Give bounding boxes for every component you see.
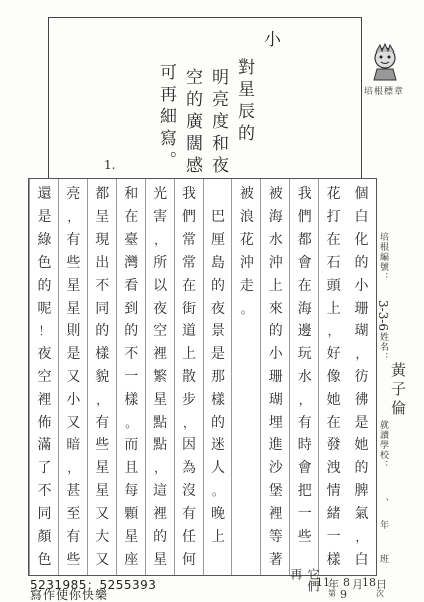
note-b: 年 [328, 578, 339, 591]
label-school: 就讀學校： [378, 420, 388, 470]
grid-cell: 的 [268, 323, 283, 340]
teacher-comment-box [48, 17, 362, 179]
grid-cell: 上 [210, 528, 225, 545]
grid-cell: 同 [95, 300, 110, 317]
grid-cell: 時 [297, 437, 312, 454]
grid-cell: 至 [66, 505, 81, 522]
footer-slogan: 寫作使你快樂 [30, 588, 109, 602]
grid-cell: 瑚 [268, 391, 283, 408]
grid-column [174, 179, 204, 575]
grid-cell: 街 [182, 300, 197, 317]
label-name: 姓名： [378, 332, 388, 362]
grid-cell: 迷 [210, 437, 225, 454]
note-f: 18 [362, 576, 376, 589]
grid-cell: 顏 [37, 528, 52, 545]
grid-cell: 星 [124, 528, 139, 545]
grid-cell: 走 [239, 277, 254, 294]
grid-cell: 。 [211, 484, 224, 499]
grid-cell: 裡 [153, 346, 168, 363]
grid-cell: 裡 [268, 505, 283, 522]
grid-cell: ， [154, 461, 167, 476]
grid-cell: 沖 [268, 254, 283, 271]
grid-cell: 晚 [210, 505, 225, 522]
grid-cell: ， [355, 529, 368, 544]
grid-cell: 的 [124, 323, 139, 340]
label-grade: 年 [378, 520, 388, 530]
grid-cell: 裡 [153, 505, 168, 522]
grid-cell: 的 [210, 277, 225, 294]
grid-cell: 有 [182, 505, 197, 522]
grid-cell: 了 [37, 460, 52, 477]
grid-cell: 在 [124, 209, 139, 226]
grid-cell: 又 [66, 414, 81, 431]
grid-cell [235, 480, 258, 503]
grid-cell: 在 [326, 414, 341, 431]
grid-cell: 且 [124, 460, 139, 477]
grid-cell: 花 [239, 232, 254, 249]
grid-cell: 常 [182, 254, 197, 271]
grid-cell: 夜 [210, 300, 225, 317]
grid-cell: 步 [182, 391, 197, 408]
grid-cell: 則 [66, 323, 81, 340]
grid-cell: 小 [268, 346, 283, 363]
grid-cell: 臺 [124, 232, 139, 249]
grid-cell: 樣 [210, 391, 225, 408]
grid-cell: 是 [210, 346, 225, 363]
grid-cell: 同 [37, 505, 52, 522]
grid-cell: ， [327, 324, 340, 339]
grid-cell: 玩 [297, 346, 312, 363]
grid-cell: 不 [37, 483, 52, 500]
grid-cell: 沙 [268, 460, 283, 477]
grid-cell: 出 [95, 254, 110, 271]
grid-cell: 邊 [297, 323, 312, 340]
grid-cell: 繁 [153, 368, 168, 385]
grid-cell: 夜 [153, 300, 168, 317]
page-number: 9 [340, 588, 347, 601]
grid-cell: 們 [297, 209, 312, 226]
grid-cell: 座 [124, 551, 139, 568]
grid-cell [235, 548, 258, 571]
grid-cell: 景 [210, 323, 225, 340]
grid-cell: 在 [326, 232, 341, 249]
grid-cell [235, 525, 258, 548]
grid-cell: 被 [268, 186, 283, 203]
grid-cell: 個 [354, 186, 369, 203]
grid-column [347, 179, 376, 575]
grid-cell: ， [298, 392, 311, 407]
grid-cell: 每 [124, 483, 139, 500]
grid-cell: 來 [268, 300, 283, 317]
grid-cell: ， [183, 415, 196, 430]
grid-cell: 綠 [37, 232, 52, 249]
grid-cell: 氣 [354, 505, 369, 522]
grid-cell: 小 [354, 277, 369, 294]
grid-cell: 的 [210, 414, 225, 431]
grid-cell: 空 [153, 323, 168, 340]
grid-cell: 這 [153, 483, 168, 500]
grid-cell: 又 [66, 368, 81, 385]
grid-cell: 洩 [326, 460, 341, 477]
grid-cell: 一 [326, 528, 341, 545]
grid-cell [235, 388, 258, 411]
grid-cell: 的 [354, 254, 369, 271]
grid-cell: 散 [182, 368, 197, 385]
grid-cell: 為 [182, 460, 197, 477]
grid-cell: 灣 [124, 254, 139, 271]
grid-cell: 像 [326, 368, 341, 385]
note-a: 11 [316, 576, 330, 589]
grid-cell: 有 [66, 528, 81, 545]
grid-cell [235, 457, 258, 480]
grid-cell: 瑚 [354, 323, 369, 340]
grid-cell: 被 [239, 186, 254, 203]
grid-cell: 都 [95, 186, 110, 203]
margin-note: 它們再 [289, 568, 320, 592]
grid-cell: 因 [182, 437, 197, 454]
grid-cell: 不 [124, 346, 139, 363]
grid-cell: 頭 [326, 277, 341, 294]
grid-cell: 她 [354, 437, 369, 454]
grid-cell: 還 [37, 186, 52, 203]
grid-cell: 點 [153, 437, 168, 454]
grid-cell: 滿 [37, 437, 52, 454]
grid-cell: 道 [182, 323, 197, 340]
grid-cell: 大 [95, 528, 110, 545]
grid-cell: 發 [326, 437, 341, 454]
grid-column [260, 179, 290, 575]
grid-cell: 亮 [66, 186, 81, 203]
grid-cell: 堡 [268, 483, 283, 500]
grid-column [145, 179, 175, 575]
grid-cell: ！ [38, 324, 51, 339]
note-h: 次 [376, 589, 384, 598]
grid-cell: 貌 [95, 368, 110, 385]
grid-cell: 星 [95, 483, 110, 500]
grid-cell [235, 320, 258, 343]
grid-cell: 些 [66, 551, 81, 568]
grid-cell: 任 [182, 528, 197, 545]
grid-cell: 些 [95, 437, 110, 454]
grid-cell: 珊 [268, 368, 283, 385]
grid-cell: 樣 [95, 346, 110, 363]
grid-cell: 呢 [37, 300, 52, 317]
grid-cell: 色 [37, 551, 52, 568]
manuscript-grid [28, 178, 377, 576]
grid-cell: 不 [95, 277, 110, 294]
grid-cell: 在 [182, 277, 197, 294]
grid-cell: ， [67, 461, 80, 476]
grid-cell: 在 [297, 277, 312, 294]
grid-cell: 星 [66, 300, 81, 317]
grid-cell: 星 [153, 551, 168, 568]
grid-cell: 情 [326, 483, 341, 500]
grid-column [116, 179, 146, 575]
grid-cell: 以 [153, 277, 168, 294]
grid-cell: 又 [95, 505, 110, 522]
grid-cell: 海 [297, 300, 312, 317]
grid-cell: 埋 [268, 414, 283, 431]
grid-cell [235, 434, 258, 457]
grid-cell: 甚 [66, 483, 81, 500]
stamp-caption: 培根標章 [364, 87, 405, 97]
label-id: 培根編號： [378, 232, 388, 282]
grid-cell: 到 [124, 300, 139, 317]
grid-cell: 打 [326, 209, 341, 226]
grid-cell: 都 [297, 232, 312, 249]
grid-cell [207, 548, 230, 571]
comment-column-2: 對星辰的 [234, 58, 254, 146]
grid-cell: 進 [268, 437, 283, 454]
grid-cell: 會 [297, 254, 312, 271]
grid-column [58, 179, 88, 575]
grid-cell: 樣 [326, 551, 341, 568]
grid-cell: 的 [95, 323, 110, 340]
footer-codes: 5231985：5255393 [30, 578, 157, 592]
grid-column [231, 179, 261, 575]
grid-cell: 巴 [210, 209, 225, 226]
grid-cell: 把 [297, 483, 312, 500]
grid-cell: 和 [124, 186, 139, 203]
grid-cell: 的 [37, 277, 52, 294]
grid-cell: 沖 [239, 254, 254, 271]
handwritten-name: 黃子倫 [389, 362, 407, 419]
grid-cell: 佈 [37, 414, 52, 431]
comment-column-1: 小 [260, 30, 280, 52]
grid-cell: 的 [153, 528, 168, 545]
grid-cell: 白 [354, 209, 369, 226]
grid-cell: 那 [210, 368, 225, 385]
grid-cell: 厘 [210, 232, 225, 249]
grid-cell: ， [67, 210, 80, 225]
grid-cell: 珊 [354, 300, 369, 317]
note-d: 8 [343, 576, 350, 589]
grid-column [87, 179, 117, 575]
grid-cell: 花 [326, 186, 341, 203]
grid-cell: 上 [326, 300, 341, 317]
grid-cell: 彷 [354, 368, 369, 385]
grid-cell: 彿 [354, 391, 369, 408]
grid-cell: 顆 [124, 505, 139, 522]
grid-column [29, 179, 59, 575]
grid-cell: 色 [37, 254, 52, 271]
grid-cell: 又 [95, 551, 110, 568]
grid-cell: 石 [326, 254, 341, 271]
comment-mark: 1. [104, 158, 116, 172]
grid-cell: 沒 [182, 483, 197, 500]
comment-column-4: 空的廣闊感 [182, 68, 202, 178]
grid-cell: 會 [297, 460, 312, 477]
mascot-stamp-icon [368, 42, 402, 82]
grid-cell: 海 [268, 209, 283, 226]
grid-cell: 一 [124, 368, 139, 385]
grid-cell: 有 [297, 414, 312, 431]
grid-cell: 水 [297, 368, 312, 385]
grid-cell: 上 [268, 277, 283, 294]
grid-cell: 島 [210, 254, 225, 271]
grid-cell: 我 [182, 186, 197, 203]
grid-cell: 星 [66, 277, 81, 294]
grid-cell [207, 183, 230, 206]
grid-cell: ， [154, 233, 167, 248]
grid-cell: 而 [124, 437, 139, 454]
handwritten-id: 3-3-6 [376, 300, 390, 332]
label-sep: 、 [378, 498, 388, 508]
grid-cell: 夜 [37, 346, 52, 363]
label-class: 班 [378, 554, 388, 564]
grid-cell: ， [96, 392, 109, 407]
grid-cell: 水 [268, 232, 283, 249]
grid-cell: 化 [354, 232, 369, 249]
grid-cell [235, 411, 258, 434]
grid-cell: 看 [124, 277, 139, 294]
grid-cell: 光 [153, 186, 168, 203]
note-e: 月 [352, 578, 363, 591]
grid-cell: ， [355, 347, 368, 362]
grid-cell: 些 [297, 528, 312, 545]
grid-cell: 何 [182, 551, 197, 568]
grid-cell [235, 503, 258, 526]
grid-cell: 脾 [354, 483, 369, 500]
grid-cell: 些 [66, 254, 81, 271]
grid-cell: 。 [240, 301, 253, 316]
grid-cell: 是 [37, 209, 52, 226]
grid-cell: 著 [268, 551, 283, 568]
grid-cell: 星 [153, 391, 168, 408]
grid-cell [235, 366, 258, 389]
grid-column [203, 179, 233, 575]
grid-cell: 呈 [95, 209, 110, 226]
grid-cell: 點 [153, 414, 168, 431]
grid-cell: 樣 [124, 391, 139, 408]
note-c: 第 [328, 589, 336, 598]
grid-cell: 我 [297, 186, 312, 203]
grid-cell: 緒 [326, 505, 341, 522]
grid-cell: 。 [125, 415, 138, 430]
grid-cell: 人 [210, 460, 225, 477]
grid-cell: 等 [268, 528, 283, 545]
grid-cell: 好 [326, 346, 341, 363]
grid-cell: 小 [66, 391, 81, 408]
grid-cell: 一 [297, 505, 312, 522]
grid-cell: 她 [326, 391, 341, 408]
grid-cell: 有 [95, 414, 110, 431]
grid-cell: 常 [182, 232, 197, 249]
grid-cell: 的 [354, 460, 369, 477]
grid-cell: 白 [354, 551, 369, 568]
grid-cell [235, 343, 258, 366]
grid-cell: 上 [182, 346, 197, 363]
grid-cell: 現 [95, 232, 110, 249]
grid-cell: 星 [95, 460, 110, 477]
grid-cell: 裡 [37, 391, 52, 408]
grid-cell: 所 [153, 254, 168, 271]
note-g: 日 [376, 578, 387, 591]
grid-cell: 有 [66, 232, 81, 249]
grid-cell: 害 [153, 209, 168, 226]
grid-cell: 浪 [239, 209, 254, 226]
comment-column-5: 可再細寫。 [156, 63, 176, 173]
grid-column [318, 179, 348, 575]
grid-cell: 是 [66, 346, 81, 363]
grid-column [289, 179, 319, 575]
grid-cell: 們 [182, 209, 197, 226]
grid-cell: 暗 [66, 437, 81, 454]
comment-column-3: 明亮度和夜 [208, 68, 228, 178]
grid-cell: 空 [37, 368, 52, 385]
grid-cell: 是 [354, 414, 369, 431]
